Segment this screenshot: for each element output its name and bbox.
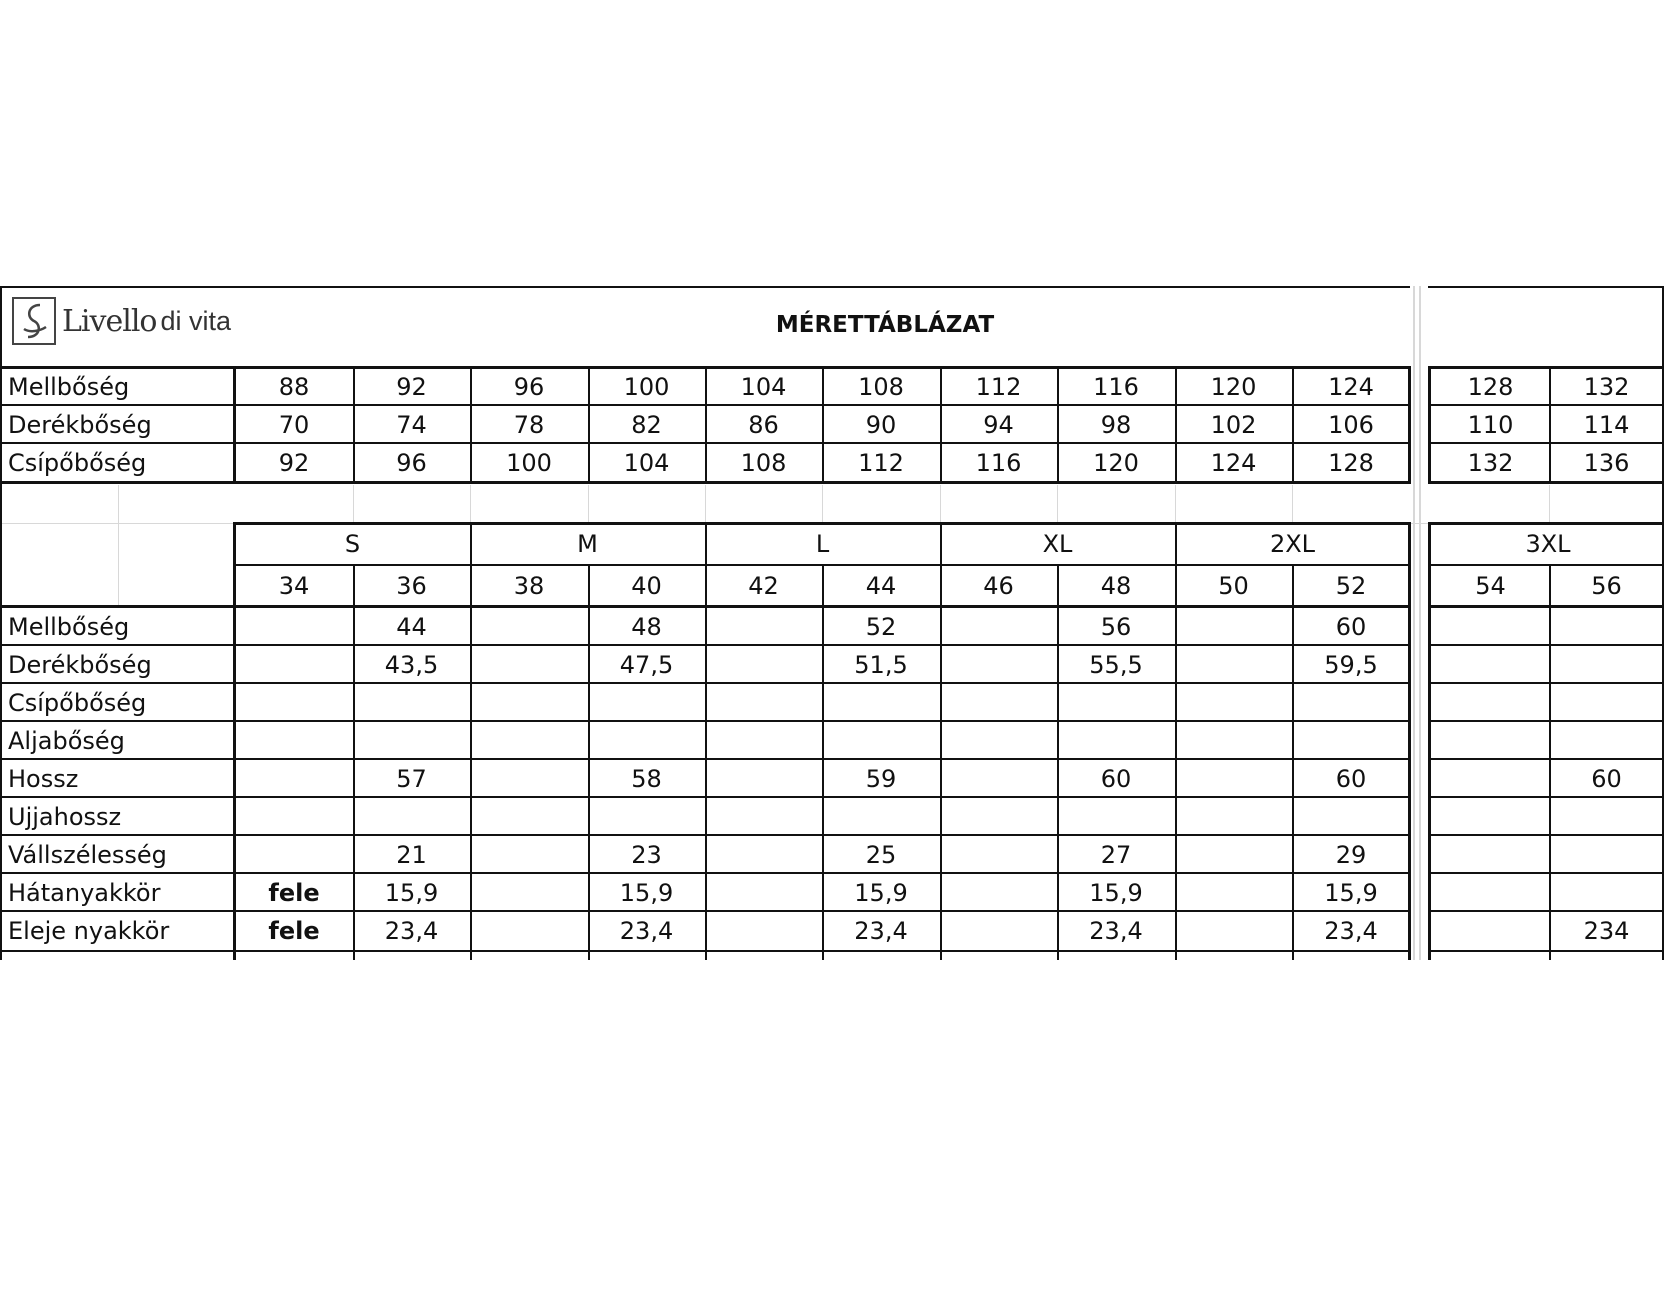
table-cell [1175, 874, 1292, 912]
table-cell: 96 [513, 373, 545, 401]
table-rule [1428, 442, 1664, 444]
measurement-label: Vállszélesség [8, 841, 167, 869]
sheet-gridline [940, 485, 941, 525]
table-cell [470, 874, 588, 912]
table-rule [1428, 644, 1664, 646]
table-cell: 92 [396, 373, 427, 401]
table-border [1428, 286, 1664, 288]
table-rule [1428, 834, 1664, 836]
table-cell [235, 836, 353, 874]
table-cell: 47,5 [619, 651, 674, 679]
table-cell [1432, 836, 1549, 874]
table-cell: 112 [975, 373, 1022, 401]
table-cell: 60 [1591, 765, 1622, 793]
table-rule [1292, 366, 1294, 484]
table-cell [1432, 608, 1549, 646]
table-cell: 100 [623, 373, 670, 401]
table-cell: 15,9 [854, 879, 908, 907]
table-rule [1428, 404, 1664, 406]
table-rule [470, 366, 472, 484]
table-cell [470, 836, 588, 874]
table-cell: 110 [1467, 411, 1514, 439]
table-cell [1549, 608, 1664, 646]
table-rule [1057, 366, 1059, 484]
table-cell [1432, 798, 1549, 836]
table-cell [940, 798, 1057, 836]
measurement-label: Aljabőség [8, 727, 125, 755]
sheet-gridline [588, 485, 589, 525]
table-cell: 23,4 [619, 917, 674, 945]
table-cell [940, 836, 1057, 874]
table-cell [235, 646, 353, 684]
sheet-gridline [822, 485, 823, 525]
measurement-label: Csípőbőség [8, 449, 147, 477]
measurement-label: Mellbőség [8, 373, 130, 401]
measurement-label: Hossz [8, 765, 79, 793]
measurement-label: Hátanyakkör [8, 879, 161, 907]
table-cell [353, 722, 470, 760]
table-cell: 60 [1335, 765, 1367, 793]
table-cell [1175, 646, 1292, 684]
table-cell [705, 646, 822, 684]
table-cell [705, 608, 822, 646]
measurement-label: Derékbőség [8, 651, 152, 679]
table-cell [470, 912, 588, 950]
table-cell [1549, 798, 1664, 836]
table-cell: 52 [865, 613, 897, 641]
table-cell [705, 760, 822, 798]
measurement-label: Eleje nyakkör [8, 917, 170, 945]
size-group-header: 2XL [1269, 530, 1316, 558]
table-cell: 29 [1335, 841, 1367, 869]
page-title: MÉRETTÁBLÁZAT [775, 312, 995, 338]
table-cell [1175, 798, 1292, 836]
table-cell: 108 [858, 373, 904, 401]
table-cell [235, 684, 353, 722]
table-rule [1292, 564, 1294, 960]
measurement-label: Mellbőség [8, 613, 130, 641]
table-rule [1428, 758, 1664, 760]
table-cell [1432, 646, 1549, 684]
table-cell: 44 [396, 613, 427, 641]
table-cell [1175, 608, 1292, 646]
table-cell: 59 [865, 765, 897, 793]
table-cell: 15,9 [1089, 879, 1143, 907]
table-cell: 15,9 [619, 879, 674, 907]
table-cell [1432, 874, 1549, 912]
table-cell [822, 684, 940, 722]
table-cell: 94 [983, 411, 1014, 439]
table-cell [1175, 722, 1292, 760]
table-cell [1432, 684, 1549, 722]
table-cell: 234 [1583, 917, 1630, 945]
table-cell [940, 684, 1057, 722]
table-rule [233, 366, 236, 484]
table-cell: 56 [1100, 613, 1132, 641]
table-rule [353, 366, 355, 484]
table-cell [705, 722, 822, 760]
table-rule [1549, 564, 1551, 960]
table-cell: 82 [631, 411, 662, 439]
table-cell: 132 [1583, 373, 1630, 401]
table-cell: 86 [748, 411, 779, 439]
table-border [0, 286, 1410, 288]
table-cell [705, 836, 822, 874]
measurement-label: Csípőbőség [8, 689, 147, 717]
table-rule [1428, 366, 1431, 484]
table-cell [705, 874, 822, 912]
table-cell: 58 [631, 765, 662, 793]
logo-wordmark: Livello [62, 303, 157, 339]
table-cell: 23,4 [384, 917, 439, 945]
eu-size-cell: 48 [1100, 572, 1132, 600]
table-cell [470, 646, 588, 684]
eu-size-cell: 36 [396, 572, 427, 600]
table-cell: 51,5 [854, 651, 908, 679]
table-rule [1408, 522, 1411, 960]
table-rule [353, 564, 355, 960]
table-cell: 98 [1100, 411, 1132, 439]
eu-size-cell: 52 [1335, 572, 1367, 600]
table-cell: 120 [1210, 373, 1257, 401]
table-cell: 27 [1100, 841, 1132, 869]
table-rule [705, 522, 707, 960]
table-cell: 100 [506, 449, 552, 477]
table-cell: 104 [623, 449, 670, 477]
table-cell: 70 [278, 411, 310, 439]
eu-size-cell: 50 [1218, 572, 1249, 600]
table-rule [235, 522, 1410, 525]
table-cell: 92 [278, 449, 310, 477]
table-cell [1057, 722, 1175, 760]
table-rule [822, 366, 824, 484]
table-cell [940, 912, 1057, 950]
table-rule [940, 366, 942, 484]
table-cell [588, 684, 705, 722]
table-cell: 23,4 [1089, 917, 1143, 945]
table-rule [1057, 564, 1059, 960]
table-cell [1292, 722, 1410, 760]
table-cell [353, 684, 470, 722]
sheet-gridline [353, 485, 354, 525]
table-cell [940, 722, 1057, 760]
table-cell: 74 [396, 411, 427, 439]
table-cell: 60 [1100, 765, 1132, 793]
table-cell: 96 [396, 449, 427, 477]
brand-logo [12, 295, 231, 347]
measurement-label: Derékbőség [8, 411, 152, 439]
table-rule [940, 522, 942, 960]
eu-size-cell: 56 [1591, 572, 1622, 600]
table-rule [822, 564, 824, 960]
eu-size-cell: 40 [631, 572, 662, 600]
table-cell [940, 760, 1057, 798]
table-cell [1432, 912, 1549, 950]
table-rule [1175, 366, 1177, 484]
sheet-gridline [118, 485, 119, 605]
table-cell [470, 608, 588, 646]
table-border [1662, 286, 1664, 960]
size-group-header: XL [1042, 530, 1073, 558]
table-cell: 15,9 [1324, 879, 1378, 907]
table-cell: 55,5 [1089, 651, 1143, 679]
table-cell [705, 912, 822, 950]
table-rule [705, 366, 707, 484]
table-cell [705, 798, 822, 836]
table-rule [1428, 796, 1664, 798]
table-cell: 116 [975, 449, 1022, 477]
table-rule [588, 564, 590, 960]
table-cell: fele [268, 879, 320, 907]
table-cell: 90 [865, 411, 897, 439]
table-cell [470, 760, 588, 798]
table-cell: 124 [1328, 373, 1374, 401]
sheet-gridline [1292, 485, 1293, 525]
table-cell: 48 [631, 613, 662, 641]
table-cell [1292, 798, 1410, 836]
eu-size-cell: 42 [748, 572, 779, 600]
measurement-label: Ujjahossz [8, 803, 122, 831]
sheet-gridline [470, 485, 471, 525]
table-cell: 128 [1328, 449, 1374, 477]
size-group-header: S [344, 530, 361, 558]
table-cell: 136 [1583, 449, 1630, 477]
table-cell: 114 [1583, 411, 1630, 439]
table-rule [1549, 366, 1551, 484]
table-cell [235, 798, 353, 836]
table-cell [1057, 798, 1175, 836]
table-cell [940, 646, 1057, 684]
table-cell [470, 722, 588, 760]
table-cell: 25 [865, 841, 897, 869]
table-rule [1175, 522, 1177, 960]
table-rule [1428, 522, 1664, 525]
table-cell [1292, 684, 1410, 722]
logo-mark-icon [12, 297, 56, 345]
table-cell [705, 684, 822, 722]
table-cell: 132 [1467, 449, 1514, 477]
table-cell [1175, 912, 1292, 950]
table-cell [1549, 684, 1664, 722]
table-cell: 106 [1328, 411, 1374, 439]
table-cell: 59,5 [1324, 651, 1378, 679]
table-rule [1428, 950, 1664, 952]
size-group-header: M [577, 530, 598, 558]
table-cell: 21 [396, 841, 427, 869]
column-split-gridline [1419, 286, 1421, 960]
table-rule [588, 366, 590, 484]
sheet-gridline [1549, 485, 1550, 525]
table-cell [822, 722, 940, 760]
eu-size-cell: 44 [865, 572, 897, 600]
table-rule [1428, 522, 1431, 960]
size-group-header: L [815, 530, 830, 558]
table-cell [588, 798, 705, 836]
table-cell [1549, 722, 1664, 760]
table-rule [1428, 872, 1664, 874]
table-rule [1428, 910, 1664, 912]
table-cell [1057, 684, 1175, 722]
table-cell: 43,5 [384, 651, 439, 679]
logo-tagline: di vita [160, 305, 232, 336]
table-cell [1175, 684, 1292, 722]
table-cell: 57 [396, 765, 427, 793]
table-cell [1549, 646, 1664, 684]
table-cell: 124 [1210, 449, 1257, 477]
table-cell [1175, 836, 1292, 874]
sheet-gridline [1057, 485, 1058, 525]
table-cell: 104 [740, 373, 787, 401]
table-rule [1428, 564, 1664, 566]
table-rule [1428, 366, 1664, 369]
table-cell [1432, 760, 1549, 798]
table-cell: 23,4 [854, 917, 908, 945]
table-cell [353, 798, 470, 836]
sheet-gridline [1175, 485, 1176, 525]
table-rule [1428, 605, 1664, 608]
table-rule [470, 522, 472, 960]
table-cell [588, 722, 705, 760]
table-rule [1428, 720, 1664, 722]
table-cell [235, 760, 353, 798]
table-cell: 15,9 [384, 879, 439, 907]
table-cell: 23 [631, 841, 662, 869]
table-cell [1549, 874, 1664, 912]
column-split-gridline [1413, 286, 1415, 960]
eu-size-cell: 46 [983, 572, 1014, 600]
table-cell: 102 [1210, 411, 1257, 439]
table-border [0, 286, 2, 960]
sheet-gridline [705, 485, 706, 525]
table-cell: 108 [740, 449, 787, 477]
table-cell: 78 [513, 411, 545, 439]
table-cell: 120 [1093, 449, 1139, 477]
table-cell: 60 [1335, 613, 1367, 641]
table-cell: fele [268, 917, 320, 945]
table-cell [470, 684, 588, 722]
table-cell [235, 608, 353, 646]
table-cell: 88 [278, 373, 310, 401]
table-cell [1432, 722, 1549, 760]
table-cell [235, 722, 353, 760]
table-cell [822, 798, 940, 836]
table-cell [940, 608, 1057, 646]
table-cell: 112 [858, 449, 904, 477]
table-cell [1175, 760, 1292, 798]
table-rule [1408, 366, 1411, 484]
table-cell: 128 [1467, 373, 1514, 401]
table-cell: 116 [1093, 373, 1139, 401]
table-cell: 23,4 [1324, 917, 1378, 945]
table-cell [1549, 836, 1664, 874]
eu-size-cell: 54 [1475, 572, 1506, 600]
table-cell [940, 874, 1057, 912]
table-rule [233, 522, 236, 960]
eu-size-cell: 34 [278, 572, 310, 600]
eu-size-cell: 38 [513, 572, 545, 600]
table-rule [1428, 481, 1664, 484]
size-group-header: 3XL [1525, 530, 1571, 558]
table-rule [1428, 682, 1664, 684]
table-cell [470, 798, 588, 836]
